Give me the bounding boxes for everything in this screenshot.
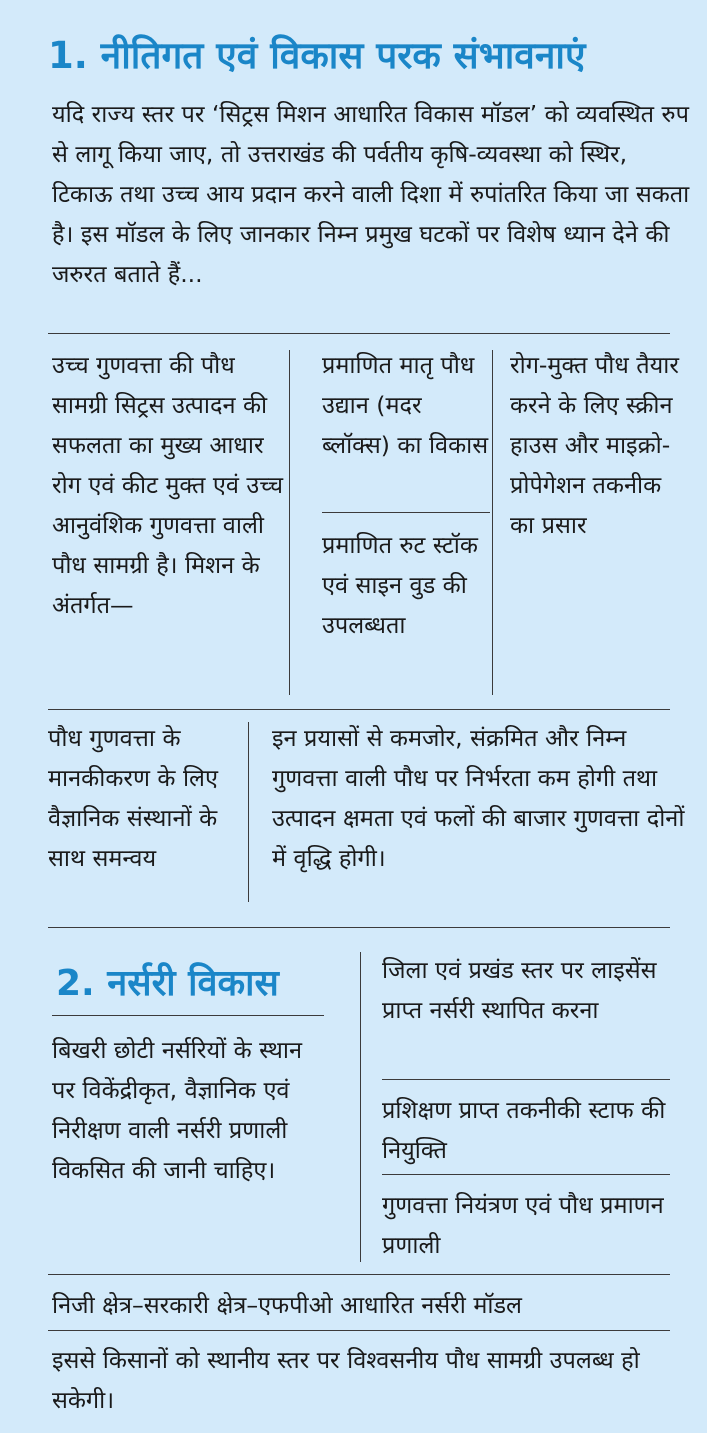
section1-intro: यदि राज्य स्तर पर ‘सिट्रस मिशन आधारित विकास मॉडल’ को व्यवस्थित रुप से लागू किया जाए, तो उत्तराखंड की पर्वतीय कृषि-व्यवस्था को स्थिर, टिकाऊ तथा उच्च आय प्रदान करने वाली दिशा में रुपांतरित किया जा सकता है। इस मॉडल के लिए जानकार निम्न प्रमुख घटकों पर विशेष ध्यान देने की जरुरत बताते हैं...	[52, 100, 690, 288]
col2-top-text: प्रमाणित मातृ पौध उद्यान (मदर ब्लॉक्स) का विकास	[322, 351, 489, 459]
divider	[382, 1079, 670, 1080]
nursery-point-2: प्रशिक्षण प्राप्त तकनीकी स्टाफ की नियुक्ति	[382, 1096, 666, 1164]
column-divider	[289, 350, 290, 695]
nursery-point-3: गुणवत्ता नियंत्रण एवं पौध प्रमाणन प्रणाली	[382, 1191, 664, 1259]
divider	[48, 1330, 670, 1331]
col1-text: उच्च गुणवत्ता की पौध सामग्री सिट्रस उत्पादन की सफलता का मुख्य आधार रोग एवं कीट मुक्त एवं उच्च आनुवंशिक गुणवत्ता वाली पौध सामग्री है। मिशन के अंतर्गत—	[52, 351, 284, 619]
nursery-point-1: जिला एवं प्रखंड स्तर पर लाइसेंस प्राप्त नर्सरी स्थापित करना	[382, 956, 657, 1024]
divider	[322, 512, 490, 513]
nursery-model-text: निजी क्षेत्र–सरकारी क्षेत्र–एफपीओ आधारित नर्सरी मॉडल	[52, 1291, 522, 1319]
divider	[382, 1174, 670, 1175]
divider	[48, 333, 670, 334]
section2-title: 2. नर्सरी विकास	[56, 963, 279, 1004]
col2-bottom-text: प्रमाणित रुट स्टॉक एवं साइन वुड की उपलब्धता	[322, 531, 478, 639]
section2-left-text: बिखरी छोटी नर्सरियों के स्थान पर विकेंद्रीकृत, वैज्ञानिक एवं निरीक्षण वाली नर्सरी प्रणाली विकसित की जानी चाहिए।	[52, 1036, 303, 1184]
divider	[48, 709, 670, 710]
col3-text: रोग-मुक्त पौध तैयार करने के लिए स्क्रीन हाउस और माइक्रो-प्रोपेगेशन तकनीक का प्रसार	[510, 351, 680, 539]
section1-title: 1. नीतिगत एवं विकास परक संभावनाएं	[48, 34, 586, 77]
divider	[48, 927, 670, 928]
column-divider	[492, 350, 493, 695]
row2-right-text: इन प्रयासों से कमजोर, संक्रमित और निम्न गुणवत्ता वाली पौध पर निर्भरता कम होगी तथा उत्पादन क्षमता एवं फलों की बाजार गुणवत्ता दोनों में वृद्धि होगी।	[272, 724, 685, 872]
divider	[52, 1015, 324, 1016]
conclusion-text: इससे किसानों को स्थानीय स्तर पर विश्वसनीय पौध सामग्री उपलब्ध हो सकेगी।	[52, 1346, 640, 1414]
column-divider	[248, 722, 249, 902]
row2-left-text: पौध गुणवत्ता के मानकीकरण के लिए वैज्ञानिक संस्थानों के साथ समन्वय	[48, 724, 218, 872]
divider	[48, 1274, 670, 1275]
column-divider	[360, 952, 361, 1262]
